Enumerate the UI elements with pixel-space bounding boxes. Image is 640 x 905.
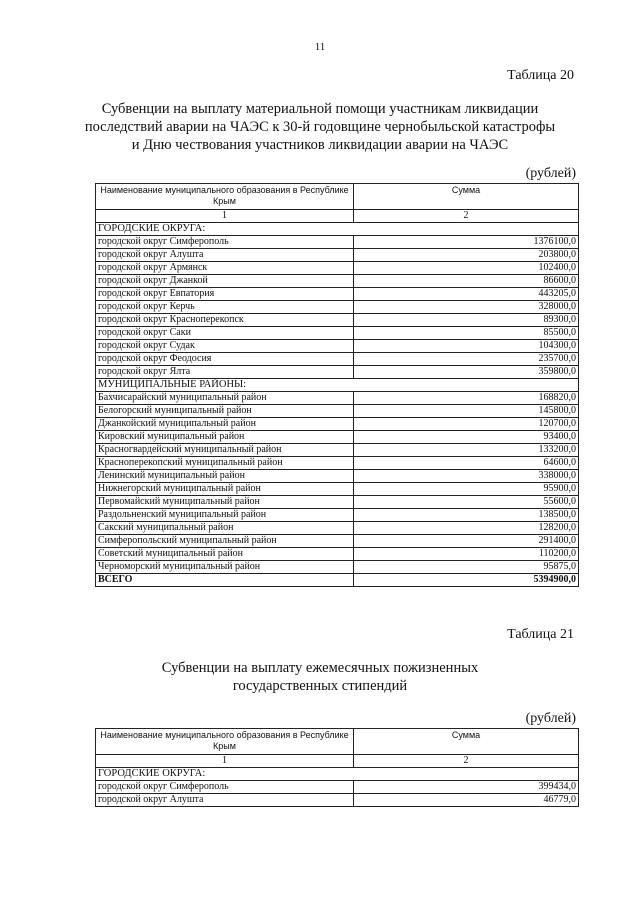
amount-cell: 85500,0 — [354, 327, 579, 340]
table-row — [96, 781, 579, 794]
amount-cell: 328000,0 — [354, 301, 579, 314]
table21-label: Таблица 21 — [507, 627, 574, 642]
total-amount: 5394900,0 — [354, 574, 579, 587]
amount-cell: 86600,0 — [354, 275, 579, 288]
amount-cell: 95875,0 — [354, 561, 579, 574]
table-row — [96, 535, 579, 548]
amount-cell: 46779,0 — [354, 794, 579, 807]
table-row — [96, 340, 579, 353]
amount-cell: 235700,0 — [354, 353, 579, 366]
amount-cell: 203800,0 — [354, 249, 579, 262]
municipality-name: городской округ Саки — [96, 327, 354, 340]
header-name-cell: Наименование муниципального образования в Республике Крым — [96, 729, 354, 755]
table21 — [95, 728, 579, 807]
amount-cell: 359800,0 — [354, 366, 579, 379]
header-amount-cell: Сумма — [354, 184, 579, 210]
table-row — [96, 366, 579, 379]
index-cell: 2 — [354, 755, 579, 768]
amount-cell: 145800,0 — [354, 405, 579, 418]
table-row — [96, 327, 579, 340]
municipality-name: Симферопольский муниципальный район — [96, 535, 354, 548]
total-label: ВСЕГО — [96, 574, 354, 587]
table20-label: Таблица 20 — [507, 68, 574, 83]
amount-cell: 138500,0 — [354, 509, 579, 522]
municipality-name: городской округ Красноперекопск — [96, 314, 354, 327]
table-row — [96, 470, 579, 483]
municipality-name: Красноперекопский муниципальный район — [96, 457, 354, 470]
municipality-name: Джанкойский муниципальный район — [96, 418, 354, 431]
table20-title-line: и Дню чествования участников ликвидации аварии на ЧАЭС — [131, 137, 509, 153]
table-row — [96, 431, 579, 444]
section-header-row — [96, 768, 579, 781]
page-number: 11 — [314, 41, 326, 53]
index-cell: 1 — [96, 210, 354, 223]
column-index-row — [96, 210, 579, 223]
amount-cell: 128200,0 — [354, 522, 579, 535]
table21-units: (рублей) — [525, 711, 576, 726]
table21-title — [60, 659, 580, 695]
amount-cell: 55600,0 — [354, 496, 579, 509]
section-title: МУНИЦИПАЛЬНЫЕ РАЙОНЫ: — [96, 379, 579, 392]
municipality-name: Раздольненский муниципальный район — [96, 509, 354, 522]
table20-title-line: последствий аварии на ЧАЭС к 30-й годовщине чернобыльской катастрофы — [84, 119, 556, 135]
section-header-row — [96, 223, 579, 236]
municipality-name: Нижнегорский муниципальный район — [96, 483, 354, 496]
index-cell: 1 — [96, 755, 354, 768]
municipality-name: городской округ Судак — [96, 340, 354, 353]
municipality-name: Черноморский муниципальный район — [96, 561, 354, 574]
municipality-name: городской округ Симферополь — [96, 236, 354, 249]
table-row — [96, 262, 579, 275]
index-cell: 2 — [354, 210, 579, 223]
table20-title-line: Субвенции на выплату материальной помощи участникам ликвидации — [101, 101, 539, 117]
amount-cell: 64600,0 — [354, 457, 579, 470]
table-row — [96, 275, 579, 288]
table-row — [96, 353, 579, 366]
section-title: ГОРОДСКИЕ ОКРУГА: — [96, 223, 579, 236]
municipality-name: городской округ Алушта — [96, 794, 354, 807]
amount-cell: 89300,0 — [354, 314, 579, 327]
table21-title-line: Субвенции на выплату ежемесячных пожизненных — [161, 660, 479, 676]
column-index-row — [96, 755, 579, 768]
table-row — [96, 249, 579, 262]
amount-cell: 110200,0 — [354, 548, 579, 561]
table-row — [96, 236, 579, 249]
table-row — [96, 794, 579, 807]
amount-cell: 120700,0 — [354, 418, 579, 431]
municipality-name: Ленинский муниципальный район — [96, 470, 354, 483]
table-row — [96, 561, 579, 574]
header-amount-cell: Сумма — [354, 729, 579, 755]
amount-cell: 399434,0 — [354, 781, 579, 794]
municipality-name: Белогорский муниципальный район — [96, 405, 354, 418]
table-header-row — [96, 184, 579, 210]
amount-cell: 95900,0 — [354, 483, 579, 496]
table-header-row — [96, 729, 579, 755]
municipality-name: городской округ Керчь — [96, 301, 354, 314]
table20 — [95, 183, 579, 587]
section-title: ГОРОДСКИЕ ОКРУГА: — [96, 768, 579, 781]
municipality-name: городской округ Армянск — [96, 262, 354, 275]
table20-units: (рублей) — [525, 166, 576, 181]
amount-cell: 102400,0 — [354, 262, 579, 275]
table-row — [96, 522, 579, 535]
table20-title — [60, 100, 580, 154]
municipality-name: городской округ Евпатория — [96, 288, 354, 301]
amount-cell: 291400,0 — [354, 535, 579, 548]
table-row — [96, 548, 579, 561]
municipality-name: городской округ Симферополь — [96, 781, 354, 794]
table-row — [96, 483, 579, 496]
municipality-name: городской округ Ялта — [96, 366, 354, 379]
municipality-name: Кировский муниципальный район — [96, 431, 354, 444]
table-row — [96, 444, 579, 457]
amount-cell: 338000,0 — [354, 470, 579, 483]
table-row — [96, 314, 579, 327]
header-name-cell: Наименование муниципального образования в Республике Крым — [96, 184, 354, 210]
amount-cell: 133200,0 — [354, 444, 579, 457]
table-row — [96, 405, 579, 418]
amount-cell: 168820,0 — [354, 392, 579, 405]
table21-title-line: государственных стипендий — [232, 678, 408, 694]
table-row — [96, 301, 579, 314]
table-row — [96, 418, 579, 431]
table-row — [96, 509, 579, 522]
amount-cell: 93400,0 — [354, 431, 579, 444]
municipality-name: городской округ Феодосия — [96, 353, 354, 366]
municipality-name: Сакский муниципальный район — [96, 522, 354, 535]
municipality-name: Первомайский муниципальный район — [96, 496, 354, 509]
municipality-name: Бахчисарайский муниципальный район — [96, 392, 354, 405]
amount-cell: 443205,0 — [354, 288, 579, 301]
table-row — [96, 457, 579, 470]
municipality-name: Красногвардейский муниципальный район — [96, 444, 354, 457]
municipality-name: Советский муниципальный район — [96, 548, 354, 561]
table-row — [96, 392, 579, 405]
section-header-row — [96, 379, 579, 392]
table-row — [96, 288, 579, 301]
municipality-name: городской округ Алушта — [96, 249, 354, 262]
table-row — [96, 496, 579, 509]
amount-cell: 1376100,0 — [354, 236, 579, 249]
municipality-name: городской округ Джанкой — [96, 275, 354, 288]
amount-cell: 104300,0 — [354, 340, 579, 353]
total-row — [96, 574, 579, 587]
